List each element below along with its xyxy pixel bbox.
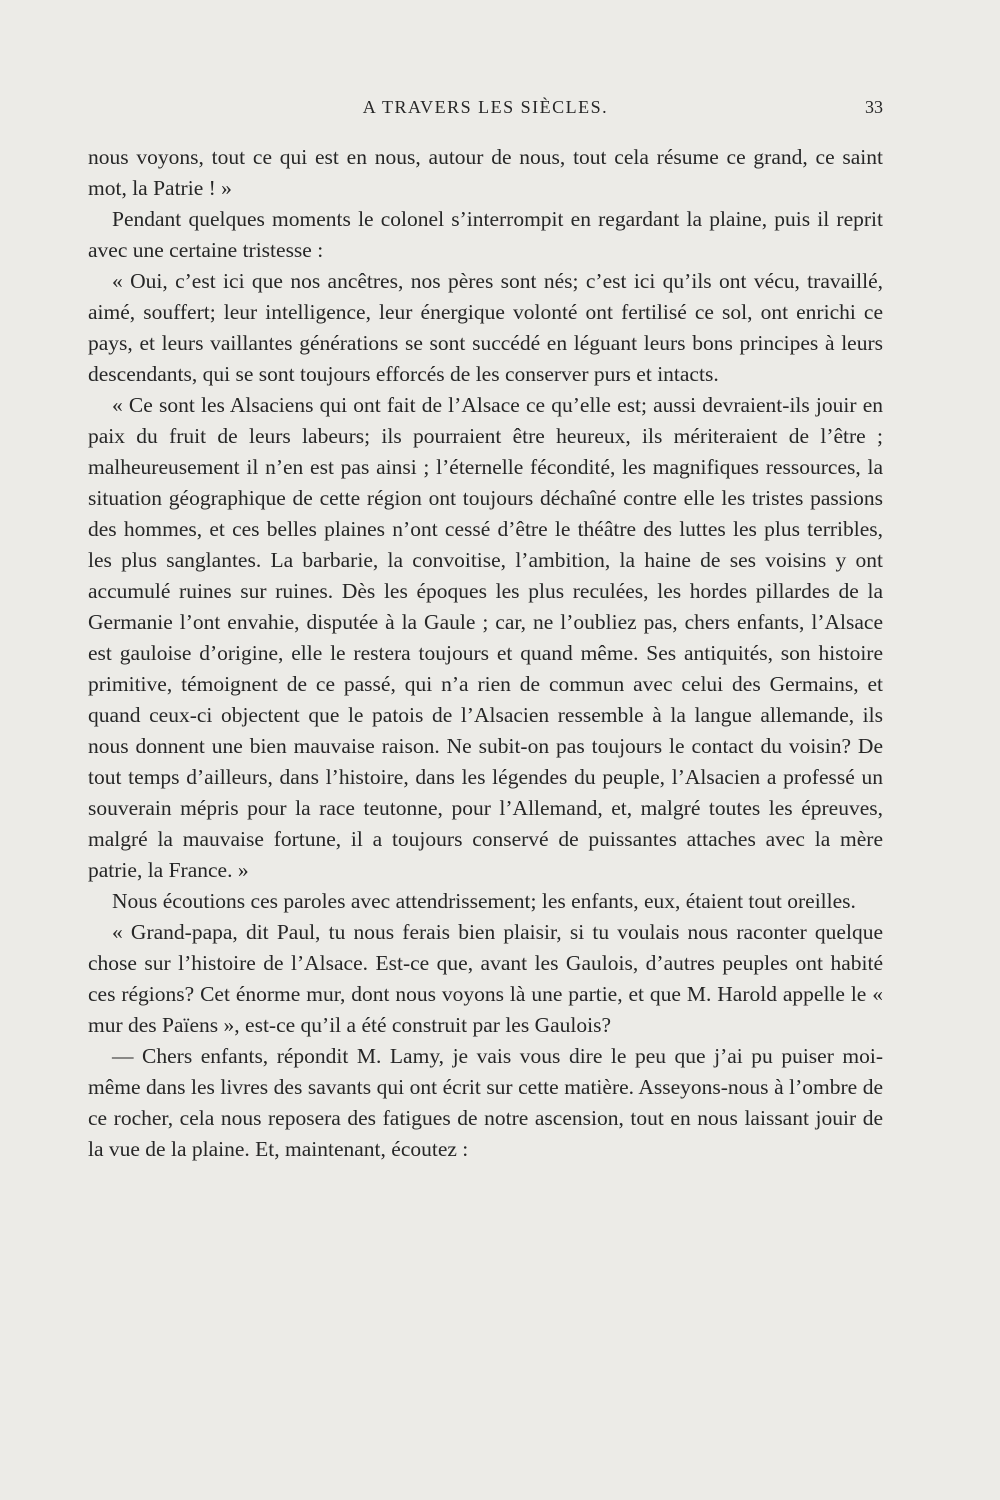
paragraph-4: « Ce sont les Alsaciens qui ont fait de l’Alsace ce qu’elle est; aussi devraient-ils jouir en paix du fruit de leurs labeurs; ils pourraient être heureux, ils mériteraient de l’être ; malheureusement il n’en est pas ainsi ; l’éternelle fécondité, les magnifiques ressources, la situation géographique de cette région ont toujours déchaîné contre elle les tristes passions des hommes, et ces belles plaines n’ont cessé d’être le théâtre des luttes les plus terribles, les plus sanglantes. La barbarie, la convoitise, l’ambition, la haine de ses voisins y ont accumulé ruines sur ruines. Dès les époques les plus reculées, les hordes pillardes de la Germanie l’ont envahie, disputée à la Gaule ; car, ne l’oubliez pas, chers enfants, l’Alsace est gauloise d’origine, elle le restera toujours et quand même. Ses antiquités, son histoire primitive, témoignent de ce passé, qui n’a rien de commun avec celui des Germains, et quand ceux-ci objectent que le patois de l’Alsacien ressemble à la langue allemande, ils nous donnent une bien mauvaise raison. Ne subit-on pas toujours le contact du voisin? De tout temps d’ailleurs, dans l’histoire, dans les légendes du peuple, l’Alsacien a professé un souverain mépris pour la race teutonne, pour l’Allemand, et, malgré toutes les épreuves, malgré la mauvaise fortune, il a toujours conservé de puissantes attaches avec la mère patrie, la France. »	[88, 393, 883, 882]
body-text	[88, 142, 883, 1165]
paragraph-3: « Oui, c’est ici que nos ancêtres, nos pères sont nés; c’est ici qu’ils ont vécu, travaillé, aimé, souffert; leur intelligence, leur énergique volonté ont fertilisé ce sol, ont enrichi ce pays, et leurs vaillantes générations se sont succédé en léguant leurs bons principes à leurs descendants, qui se sont toujours efforcés de les conserver purs et intacts.	[88, 269, 883, 386]
page-number: 33	[865, 97, 883, 117]
running-title: A TRAVERS LES SIÈCLES.	[362, 97, 609, 117]
paragraph-2: Pendant quelques moments le colonel s’interrompit en regardant la plaine, puis il reprit avec une certaine tristesse :	[88, 207, 883, 262]
paragraph-1: nous voyons, tout ce qui est en nous, autour de nous, tout cela résume ce grand, ce saint mot, la Patrie ! »	[88, 145, 883, 200]
paragraph-5: Nous écoutions ces paroles avec attendrissement; les enfants, eux, étaient tout oreilles.	[112, 889, 856, 913]
paragraph-6: « Grand-papa, dit Paul, tu nous ferais bien plaisir, si tu voulais nous raconter quelque chose sur l’histoire de l’Alsace. Est-ce que, avant les Gaulois, d’autres peuples ont habité ces régions? Cet énorme mur, dont nous voyons là une partie, et que M. Harold appelle le « mur des Païens », est-ce qu’il a été construit par les Gaulois?	[88, 920, 883, 1037]
paragraph-7: — Chers enfants, répondit M. Lamy, je vais vous dire le peu que j’ai pu puiser moi-même dans les livres des savants qui ont écrit sur cette matière. Asseyons-nous à l’ombre de ce rocher, cela nous reposera des fatigues de notre ascension, tout en nous laissant jouir de la vue de la plaine. Et, maintenant, écoutez :	[88, 1044, 883, 1161]
running-head	[88, 97, 883, 123]
